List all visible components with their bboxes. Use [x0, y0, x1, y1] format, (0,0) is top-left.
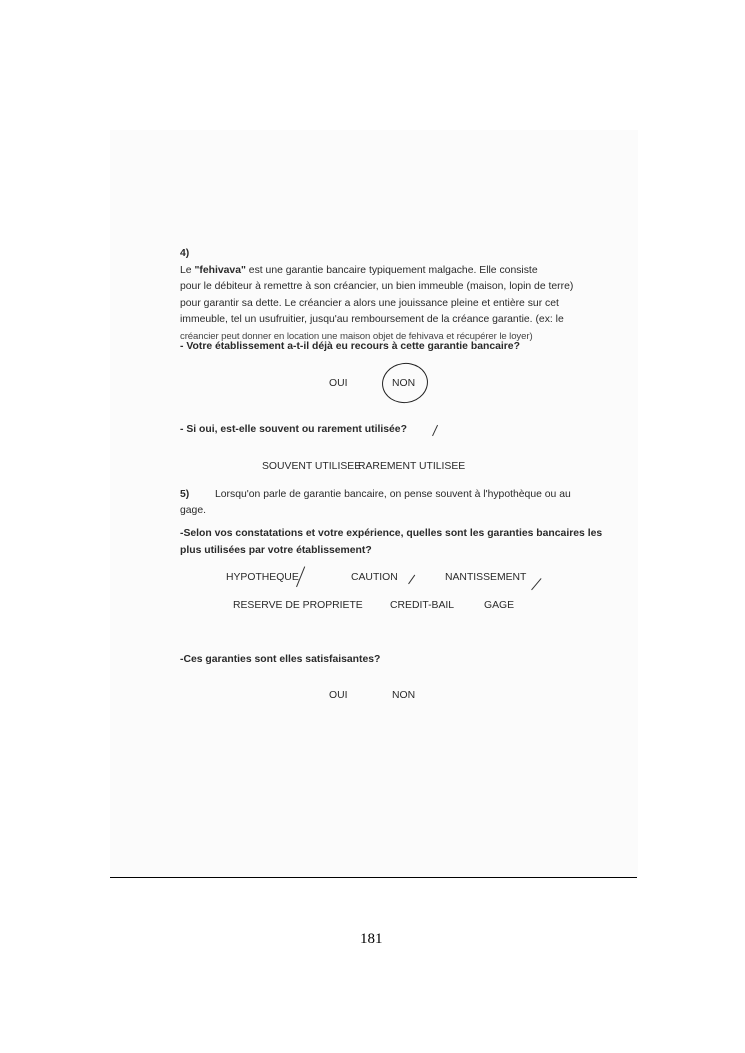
option-hypotheque[interactable]: HYPOTHEQUE	[226, 572, 299, 583]
q5-question-1: -Selon vos constatations et votre expérience, quelles sont les garanties bancaires les	[180, 528, 603, 539]
q5-number: 5)	[180, 489, 190, 500]
option-oui[interactable]: OUI	[329, 378, 348, 389]
page-number: 181	[360, 931, 383, 947]
footer-rule	[110, 877, 637, 878]
option-nantissement[interactable]: NANTISSEMENT	[445, 572, 527, 583]
q5-question-2: -Ces garanties sont elles satisfaisantes?	[180, 654, 381, 665]
option-oui-2[interactable]: OUI	[329, 690, 348, 701]
q4-line: créancier peut donner en location une maison objet de fehivava et récupérer le loyer)	[180, 330, 533, 342]
q4-line: immeuble, tel un usufruitier, jusqu'au remboursement de la créance garantie. (ex: le	[180, 314, 564, 326]
q5-line-2: gage.	[180, 505, 207, 516]
q5-line-1: 5) Lorsqu'on parle de garantie bancaire, on pense souvent à l'hypothèque ou au	[180, 489, 571, 500]
option-souvent[interactable]: SOUVENT UTILISEE	[262, 461, 362, 472]
q4-line: pour garantir sa dette. Le créancier a alors une jouissance pleine et entière sur cet	[180, 297, 559, 309]
q4-line: Le "fehivava" est une garantie bancaire typiquement malgache. Elle consiste	[180, 264, 538, 276]
option-caution[interactable]: CAUTION	[351, 572, 398, 583]
q4-question-1: - Votre établissement a-t-il déjà eu recours à cette garantie bancaire?	[180, 341, 520, 352]
option-rarement[interactable]: RAREMENT UTILISEE	[358, 461, 466, 472]
q4-question-2: - Si oui, est-elle souvent ou rarement utilisée?	[180, 424, 407, 435]
option-non[interactable]: NON	[392, 378, 416, 389]
q4-number: 4)	[180, 248, 190, 259]
q4-line: pour le débiteur à remettre à son créancier, un bien immeuble (maison, lopin de terre)	[180, 281, 574, 293]
option-reserve-de-propriete[interactable]: RESERVE DE PROPRIETE	[233, 600, 363, 611]
q5-question-1-cont: plus utilisées par votre établissement?	[180, 545, 372, 556]
option-credit-bail[interactable]: CREDIT-BAIL	[390, 600, 455, 611]
q4-paragraph	[180, 246, 574, 346]
option-non-2[interactable]: NON	[392, 690, 416, 701]
option-gage[interactable]: GAGE	[484, 600, 515, 611]
